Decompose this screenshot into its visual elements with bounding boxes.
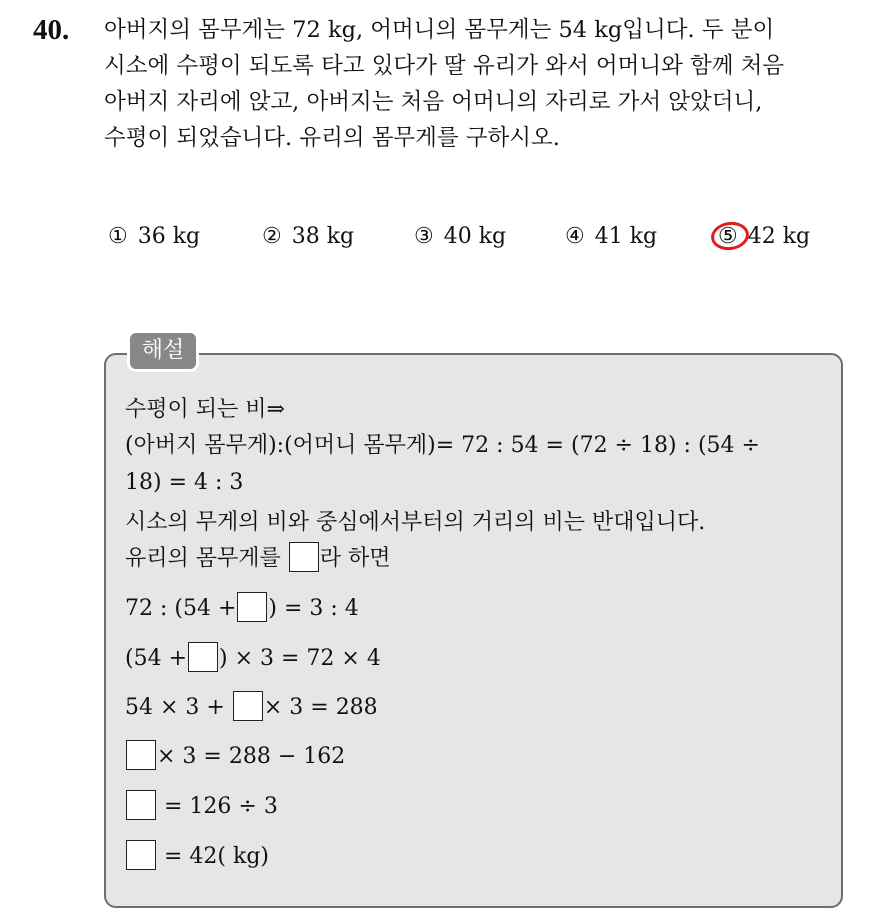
choice-2[interactable] <box>262 219 354 255</box>
answer-choices <box>0 219 884 255</box>
selected-answer-circle-mark <box>709 219 751 252</box>
question-line: 수평이 되었습니다. 유리의 몸무게를 구하시오. <box>104 125 560 151</box>
solution-line: (아버지 몸무게):(어머니 몸무게)= 72 : 54 = (72 ÷ 18) : (54 ÷ <box>125 433 760 458</box>
equation-text: = 126 ÷ 3 <box>164 794 278 819</box>
choice-text: 41 kg <box>594 224 658 249</box>
choice-1[interactable] <box>108 219 200 255</box>
equation-text: 54 × 3 + <box>125 695 225 720</box>
solution-line: 시소의 무게의 비와 중심에서부터의 거리의 비는 반대입니다. <box>125 510 706 535</box>
equation-text: = 42( kg) <box>164 844 269 869</box>
answer-blank-box <box>126 740 156 770</box>
equation-line <box>125 740 345 774</box>
question-line: 아버지 자리에 앉고, 아버지는 처음 어머니의 자리로 가서 앉았더니, <box>104 89 763 115</box>
choice-number <box>718 219 738 255</box>
choice-4[interactable] <box>565 219 657 255</box>
equation-line <box>125 642 381 676</box>
answer-blank-box <box>188 642 218 672</box>
question-number: 40. <box>33 14 70 46</box>
choice-text: 40 kg <box>443 224 507 249</box>
choice-number: ④ <box>565 224 585 249</box>
equation-line <box>125 790 278 824</box>
question-text <box>104 12 874 156</box>
equation-text: × 3 = 288 <box>263 695 378 720</box>
choice-number: ② <box>262 224 282 249</box>
solution-text: 유리의 몸무게를 <box>125 546 281 571</box>
solution-line: 18) = 4 : 3 <box>125 470 244 495</box>
solution-text: 라 하면 <box>319 546 391 571</box>
choice-number-text: ⑤ <box>718 224 738 249</box>
answer-blank-box <box>237 592 267 622</box>
choice-text: 38 kg <box>291 224 355 249</box>
question-line: 아버지의 몸무게는 72 kg, 어머니의 몸무게는 54 kg입니다. 두 분이 <box>104 17 775 43</box>
choice-text: 42 kg <box>747 224 811 249</box>
equation-text: ) = 3 : 4 <box>268 596 359 621</box>
equation-line <box>125 592 359 626</box>
answer-blank-box <box>233 691 263 721</box>
solution-tab: 해설 <box>127 330 199 372</box>
solution-line <box>125 542 391 576</box>
equation-text: 72 : (54 + <box>125 596 237 621</box>
equation-text: × 3 = 288 − 162 <box>157 744 346 769</box>
choice-text: 36 kg <box>137 224 201 249</box>
answer-blank-box <box>126 840 156 870</box>
answer-blank-box <box>289 542 319 572</box>
choice-number: ③ <box>414 224 434 249</box>
equation-text: (54 + <box>125 646 188 671</box>
choice-number: ① <box>108 224 128 249</box>
question-line: 시소에 수평이 되도록 타고 있다가 딸 유리가 와서 어머니와 함께 처음 <box>104 53 785 79</box>
choice-3[interactable] <box>414 219 506 255</box>
choice-5[interactable] <box>718 219 810 255</box>
equation-line <box>125 840 269 874</box>
equation-line <box>125 691 378 725</box>
answer-blank-box <box>126 790 156 820</box>
equation-text: ) × 3 = 72 × 4 <box>219 646 381 671</box>
solution-line: 수평이 되는 비⇒ <box>125 397 285 422</box>
